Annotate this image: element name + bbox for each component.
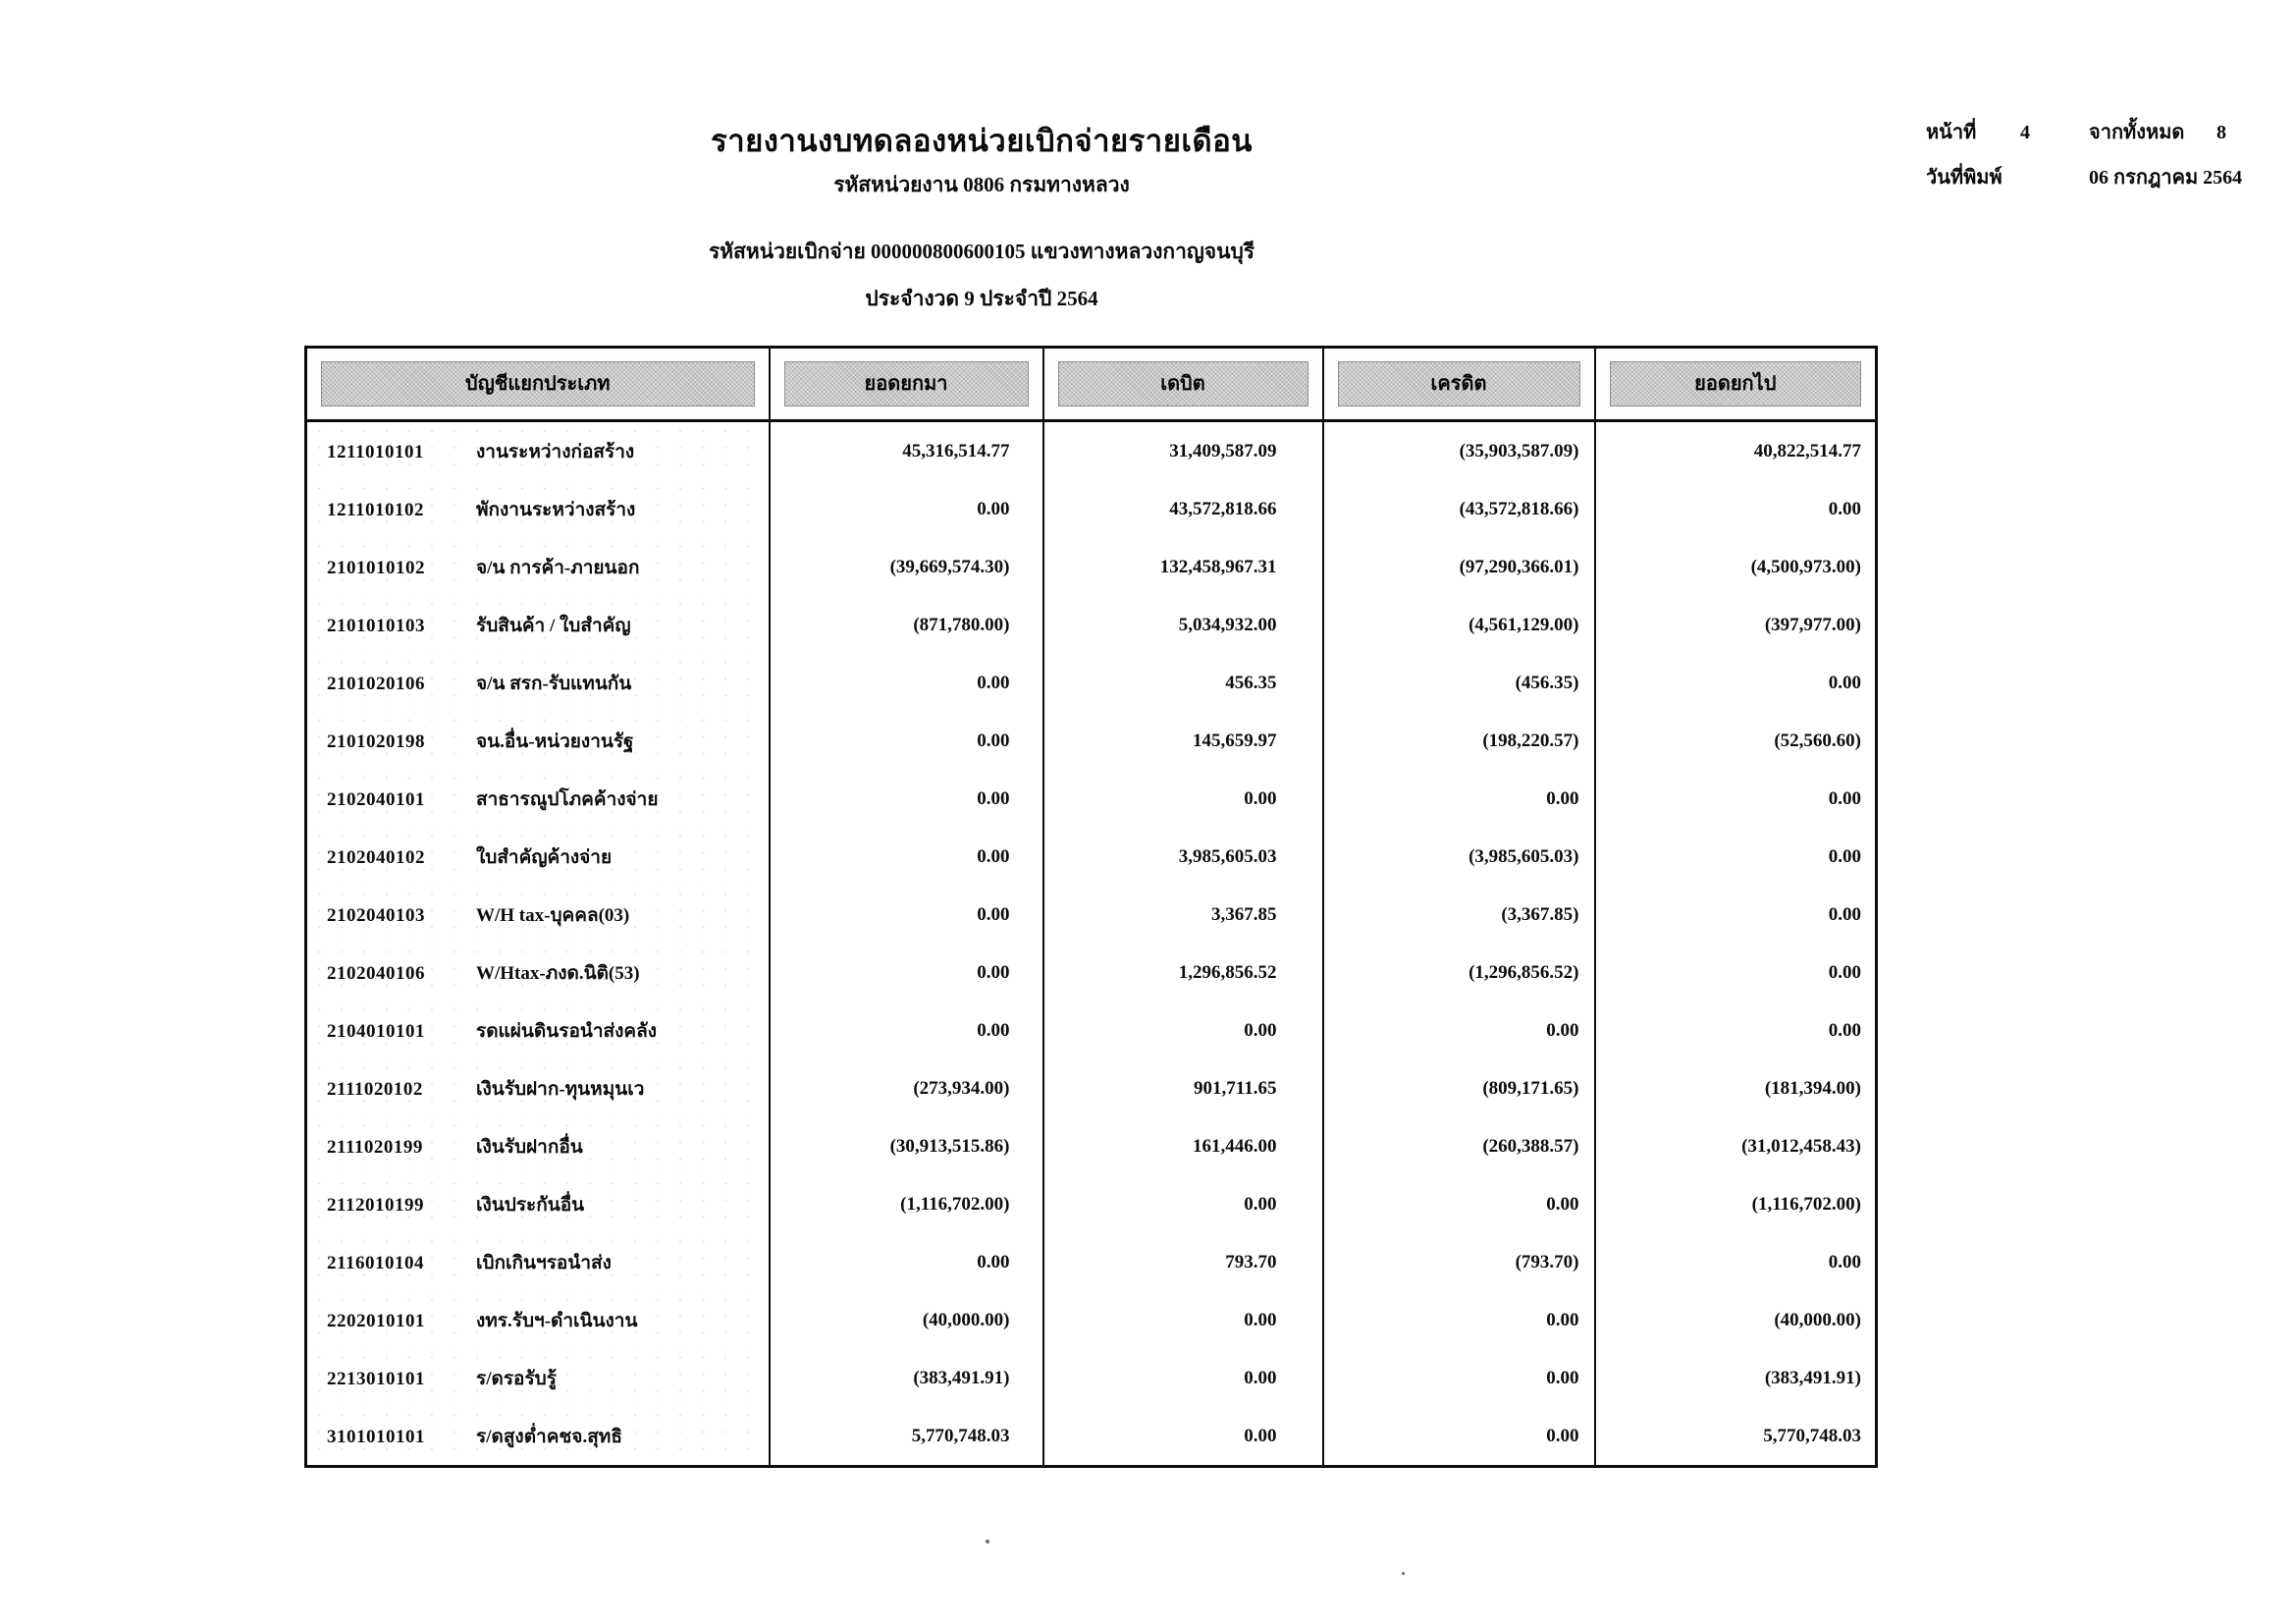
account-code: 2112010199 xyxy=(327,1194,424,1216)
account-cell xyxy=(306,654,770,712)
account-code: 3101010101 xyxy=(327,1426,425,1447)
amount-closing-balance: (397,977.00) xyxy=(1595,596,1877,654)
amount-opening-balance: 0.00 xyxy=(770,770,1043,828)
amount-closing-balance: 5,770,748.03 xyxy=(1595,1407,1877,1467)
header-cell-debit xyxy=(1043,348,1323,421)
print-date-row xyxy=(1926,161,2279,192)
table-header xyxy=(306,348,1877,421)
amount-closing-balance: (40,000.00) xyxy=(1595,1291,1877,1349)
table-row xyxy=(306,654,1877,712)
total-pages-label: จากทั้งหมด xyxy=(2089,122,2185,143)
amount-closing-balance: 0.00 xyxy=(1595,770,1877,828)
print-date-value: 06 กรกฎาคม 2564 xyxy=(2089,167,2243,189)
table-row xyxy=(306,596,1877,654)
table-row xyxy=(306,538,1877,596)
amount-closing-balance: 0.00 xyxy=(1595,944,1877,1001)
amount-debit: 31,409,587.09 xyxy=(1043,421,1323,481)
header-label-credit: เครดิต xyxy=(1338,361,1580,406)
account-cell xyxy=(306,1407,770,1467)
account-cell xyxy=(306,1059,770,1117)
account-name: ร/ดสูงต่ำคชจ.สุทธิ xyxy=(476,1426,622,1447)
amount-closing-balance: (1,116,702.00) xyxy=(1595,1175,1877,1233)
amount-closing-balance: 0.00 xyxy=(1595,654,1877,712)
account-cell xyxy=(306,538,770,596)
amount-credit: (456.35) xyxy=(1323,654,1595,712)
amount-credit: (35,903,587.09) xyxy=(1323,421,1595,481)
amount-debit: 43,572,818.66 xyxy=(1043,480,1323,538)
header-cell-account xyxy=(306,348,770,421)
account-name: จ/น สรก-รับแทนกัน xyxy=(476,673,632,694)
amount-credit: 0.00 xyxy=(1323,1407,1595,1467)
page-info-block xyxy=(1926,116,2279,206)
amount-opening-balance: 0.00 xyxy=(770,480,1043,538)
account-name: W/Htax-ภงด.นิติ(53) xyxy=(476,962,640,984)
account-name: เงินรับฝากอื่น xyxy=(476,1136,583,1158)
table-row xyxy=(306,1349,1877,1407)
amount-opening-balance: (40,000.00) xyxy=(770,1291,1043,1349)
account-cell xyxy=(306,1117,770,1175)
amount-opening-balance: 5,770,748.03 xyxy=(770,1407,1043,1467)
account-name: งานระหว่างก่อสร้าง xyxy=(476,441,635,462)
page-number-row xyxy=(1926,116,2279,147)
page-label: หน้าที่ xyxy=(1926,122,1977,143)
amount-closing-balance: (31,012,458.43) xyxy=(1595,1117,1877,1175)
trial-balance-table xyxy=(304,346,1878,1468)
amount-debit: 456.35 xyxy=(1043,654,1323,712)
account-code: 1211010102 xyxy=(327,499,424,520)
amount-credit: (97,290,366.01) xyxy=(1323,538,1595,596)
amount-credit: (3,985,605.03) xyxy=(1323,828,1595,886)
account-name: ร/ดรอรับรู้ xyxy=(476,1368,557,1389)
account-code: 2101010103 xyxy=(327,615,425,636)
account-cell xyxy=(306,596,770,654)
account-code: 2102040106 xyxy=(327,962,425,984)
table-header-row xyxy=(306,348,1877,421)
table-row xyxy=(306,1407,1877,1467)
account-name: สาธารณูปโภคค้างจ่าย xyxy=(476,788,659,810)
amount-debit: 793.70 xyxy=(1043,1233,1323,1291)
account-cell xyxy=(306,886,770,944)
account-cell xyxy=(306,1349,770,1407)
account-name: รับสินค้า / ใบสำคัญ xyxy=(476,615,631,636)
amount-debit: 145,659.97 xyxy=(1043,712,1323,770)
amount-closing-balance: (4,500,973.00) xyxy=(1595,538,1877,596)
account-cell xyxy=(306,1001,770,1059)
amount-opening-balance: (273,934.00) xyxy=(770,1059,1043,1117)
amount-debit: 0.00 xyxy=(1043,1001,1323,1059)
amount-credit: (809,171.65) xyxy=(1323,1059,1595,1117)
account-code: 2111020102 xyxy=(327,1078,423,1100)
scan-speck xyxy=(1402,1572,1405,1575)
amount-debit: 5,034,932.00 xyxy=(1043,596,1323,654)
amount-debit: 3,985,605.03 xyxy=(1043,828,1323,886)
amount-credit: 0.00 xyxy=(1323,1001,1595,1059)
account-name: จน.อื่น-หน่วยงานรัฐ xyxy=(476,731,634,752)
account-code: 2213010101 xyxy=(327,1368,425,1389)
account-cell xyxy=(306,712,770,770)
amount-opening-balance: 45,316,514.77 xyxy=(770,421,1043,481)
amount-credit: (260,388.57) xyxy=(1323,1117,1595,1175)
amount-debit: 0.00 xyxy=(1043,1349,1323,1407)
account-cell xyxy=(306,421,770,481)
account-name: จ/น การค้า-ภายนอก xyxy=(476,557,640,578)
account-code: 2111020199 xyxy=(327,1136,423,1158)
account-name: รดแผ่นดินรอนำส่งคลัง xyxy=(476,1020,658,1042)
account-code: 2202010101 xyxy=(327,1310,425,1331)
amount-credit: (793.70) xyxy=(1323,1233,1595,1291)
table-row xyxy=(306,1233,1877,1291)
account-name: ใบสำคัญค้างจ่าย xyxy=(476,846,613,868)
report-title: รายงานงบทดลองหน่วยเบิกจ่ายรายเดือน xyxy=(711,124,1253,158)
page-number: 4 xyxy=(2020,122,2030,143)
table-row xyxy=(306,828,1877,886)
table-row xyxy=(306,1117,1877,1175)
table-row xyxy=(306,770,1877,828)
amount-opening-balance: (30,913,515.86) xyxy=(770,1117,1043,1175)
table-row xyxy=(306,1175,1877,1233)
account-cell xyxy=(306,1233,770,1291)
amount-credit: 0.00 xyxy=(1323,1175,1595,1233)
account-cell xyxy=(306,770,770,828)
amount-credit: (198,220.57) xyxy=(1323,712,1595,770)
account-name: พักงานระหว่างสร้าง xyxy=(476,499,636,520)
header-label-opening: ยอดยกมา xyxy=(784,361,1029,406)
amount-debit: 0.00 xyxy=(1043,1407,1323,1467)
amount-opening-balance: 0.00 xyxy=(770,828,1043,886)
account-code: 2101010102 xyxy=(327,557,425,578)
amount-credit: (43,572,818.66) xyxy=(1323,480,1595,538)
amount-credit: (1,296,856.52) xyxy=(1323,944,1595,1001)
amount-credit: 0.00 xyxy=(1323,1291,1595,1349)
header-cell-closing xyxy=(1595,348,1877,421)
header-label-account: บัญชีแยกประเภท xyxy=(321,361,755,406)
amount-closing-balance: 0.00 xyxy=(1595,1001,1877,1059)
amount-closing-balance: (52,560.60) xyxy=(1595,712,1877,770)
header-label-debit: เดบิต xyxy=(1058,361,1308,406)
account-code: 2101020106 xyxy=(327,673,425,694)
amount-debit: 901,711.65 xyxy=(1043,1059,1323,1117)
amount-closing-balance: 0.00 xyxy=(1595,480,1877,538)
amount-opening-balance: (871,780.00) xyxy=(770,596,1043,654)
account-code: 2102040101 xyxy=(327,788,425,810)
amount-credit: 0.00 xyxy=(1323,1349,1595,1407)
account-code: 2102040103 xyxy=(327,904,425,926)
account-name: W/H tax-บุคคล(03) xyxy=(476,904,630,926)
amount-opening-balance: (1,116,702.00) xyxy=(770,1175,1043,1233)
account-cell xyxy=(306,1291,770,1349)
amount-debit: 161,446.00 xyxy=(1043,1117,1323,1175)
account-cell xyxy=(306,944,770,1001)
agency-code-line: รหัสหน่วยงาน 0806 กรมทางหลวง xyxy=(833,173,1130,196)
scan-speck xyxy=(986,1540,989,1543)
account-code: 2101020198 xyxy=(327,731,425,752)
table-row xyxy=(306,1291,1877,1349)
amount-closing-balance: 0.00 xyxy=(1595,886,1877,944)
amount-opening-balance: 0.00 xyxy=(770,886,1043,944)
amount-debit: 1,296,856.52 xyxy=(1043,944,1323,1001)
amount-opening-balance: (383,491.91) xyxy=(770,1349,1043,1407)
account-name: เบิกเกินฯรอนำส่ง xyxy=(476,1252,612,1273)
disbursing-unit-line: รหัสหน่วยเบิกจ่าย 000000800600105 แขวงทางหลวงกาญจนบุรี xyxy=(708,240,1255,263)
amount-closing-balance: (181,394.00) xyxy=(1595,1059,1877,1117)
account-code: 2116010104 xyxy=(327,1252,424,1273)
account-name: งทร.รับฯ-ดำเนินงาน xyxy=(476,1310,638,1331)
table-row xyxy=(306,712,1877,770)
amount-closing-balance: (383,491.91) xyxy=(1595,1349,1877,1407)
print-date-label: วันที่พิมพ์ xyxy=(1926,167,2002,189)
total-pages-value: 8 xyxy=(2216,122,2226,143)
table-row xyxy=(306,1001,1877,1059)
amount-opening-balance: (39,669,574.30) xyxy=(770,538,1043,596)
account-cell xyxy=(306,480,770,538)
amount-opening-balance: 0.00 xyxy=(770,712,1043,770)
amount-opening-balance: 0.00 xyxy=(770,1001,1043,1059)
table-row xyxy=(306,1059,1877,1117)
amount-closing-balance: 0.00 xyxy=(1595,828,1877,886)
amount-credit: (3,367.85) xyxy=(1323,886,1595,944)
amount-closing-balance: 0.00 xyxy=(1595,1233,1877,1291)
amount-debit: 0.00 xyxy=(1043,1175,1323,1233)
amount-debit: 3,367.85 xyxy=(1043,886,1323,944)
amount-credit: (4,561,129.00) xyxy=(1323,596,1595,654)
account-name: เงินรับฝาก-ทุนหมุนเว xyxy=(476,1078,645,1100)
amount-debit: 0.00 xyxy=(1043,1291,1323,1349)
account-name: เงินประกันอื่น xyxy=(476,1194,585,1216)
account-code: 1211010101 xyxy=(327,441,424,462)
header-cell-credit xyxy=(1323,348,1595,421)
header-cell-opening xyxy=(770,348,1043,421)
header-label-closing: ยอดยกไป xyxy=(1610,361,1862,406)
amount-opening-balance: 0.00 xyxy=(770,654,1043,712)
amount-opening-balance: 0.00 xyxy=(770,1233,1043,1291)
table-body xyxy=(306,421,1877,1467)
amount-credit: 0.00 xyxy=(1323,770,1595,828)
account-code: 2102040102 xyxy=(327,846,425,868)
table-row xyxy=(306,480,1877,538)
amount-debit: 132,458,967.31 xyxy=(1043,538,1323,596)
amount-opening-balance: 0.00 xyxy=(770,944,1043,1001)
table-row xyxy=(306,944,1877,1001)
account-code: 2104010101 xyxy=(327,1020,425,1042)
period-line: ประจำงวด 9 ประจำปี 2564 xyxy=(865,287,1098,310)
amount-debit: 0.00 xyxy=(1043,770,1323,828)
amount-closing-balance: 40,822,514.77 xyxy=(1595,421,1877,481)
account-cell xyxy=(306,1175,770,1233)
account-cell xyxy=(306,828,770,886)
table-row xyxy=(306,886,1877,944)
table-row xyxy=(306,421,1877,481)
